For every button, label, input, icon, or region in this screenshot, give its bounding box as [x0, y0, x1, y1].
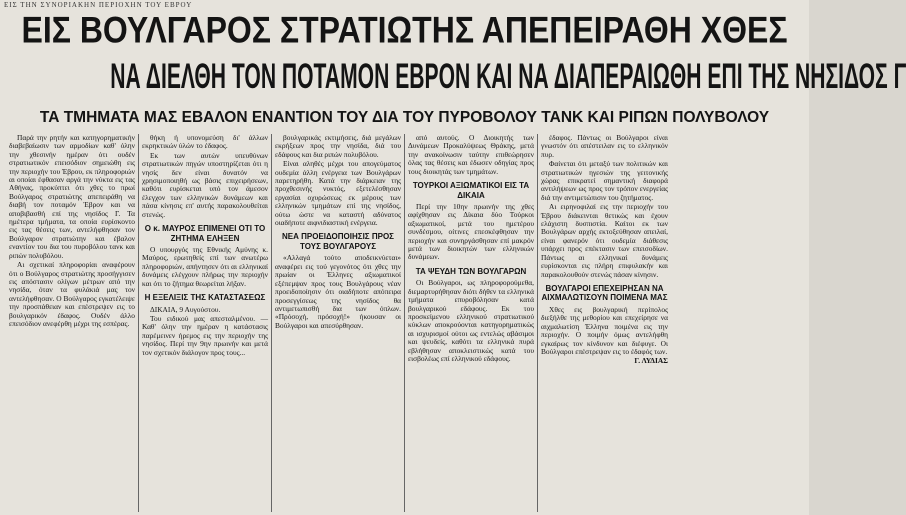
article-columns — [6, 134, 806, 512]
headline-line-1: ΕΙΣ ΒΟΥΛΓΑΡΟΣ ΣΤΡΑΤΙΩΤΗΣ ΑΠΕΠΕΙΡΑΘΗ ΧΘΕΣ — [21, 9, 788, 51]
paragraph: Είναι αληθές μέχρι του απογεύματος ουδεμία άλλη ενέργεια των Βουλγάρων παρετηρήθη. Κατά την διάρκειαν της προχθεσινής νυκτός, εξετελέσθησαν εργασίαι οχυρώσεως εκ μέρους των ελληνικών τμημάτων επί της νησίδος, ούτω ώστε να καταστή αδύνατος οιαδήποτε αιφνιδιαστική ενέργεια. — [275, 159, 401, 228]
paragraph: Περί την 10ην πρωινήν της χθες αφίχθησαν εις Δίκαια δύο Τούρκοι αξιωματικοί, μετά του ημετέρου συνδέσμου, οίτινες επεσκέφθησαν την περιοχήν και συνηργάσθησαν επί μακρόν μετά των διοικητών των ελληνικών δυνάμεων. — [408, 202, 534, 262]
column-5 — [538, 134, 671, 512]
paragraph: «Αλλαγά τούτο αποδεικνύεται» αναφέρει εις τού γεγονότος ότι χθες την πρωίαν οι Έλληνες αξιωματικοί εξέπεμψαν προς τους Βουλγάρους νέαν προειδοποίησιν ότι οιαδήποτε απόπειρα προσεγγίσεως της νησίδος θα αντιμετωπισθή δια των όπλων. «Πρόσοχή, πρόσοχή!» ήκουσαν οι Βούλγαροι και απεσύρθησαν. — [275, 253, 401, 330]
paragraph: Αι ειρηνοφιλαί εις την περιοχήν του Έβρου διάκεινται θετικώς και έχουν ελάχιστη δυσπιστία. Καίτοι εκ των Βουλγάρων αρχής εκτοξεύθησαν απειλαί, είναι φανερόν ότι ουδεμία διάθεσις υπάρχει προς επέκτασιν των επεισοδίων. Πάντως αι ελληνικαί δυνάμεις ευρίσκονται εις πλήρη επιφυλακήν και παρακολουθούν στενώς πάσαν κίνησιν. — [541, 202, 668, 279]
section-heading: ΤΑ ΨΕΥΔΗ ΤΩΝ ΒΟΥΛΓΑΡΩΝ — [415, 266, 527, 276]
paragraph: Παρά την ρητήν και κατηγορηματικήν διαβεβαίωσιν των αρμοδίων καθ' όλην την χθεσινήν ημέραν ότι ουδέν στρατιωτικόν επεισόδιον σημειώθη εις την περιοχήν του Έβρου, εκ πληροφοριών αι οποίαι έφθασαν αργά την νύκτα εις τας Αθήνας, προκύπτει ότι χθες το πρωί Βούλγαρος στρατιώτης απεπειράθη να διαβή τον ποταμόν Έβρον και να αποβιβασθή επί της νησίδος Γ. Τα ημέτερα τμήματα, τα οποία ευρίσκοντο εις τας θέσεις των, αντελήφθησαν τον Βούλγαρον στρατιώτην και έβαλον εναντίον του δια του πυροβόλου τανκ και ριπών πολυβόλου. — [9, 133, 135, 260]
column-4 — [405, 134, 538, 512]
paragraph: Εκ των αυτών υπευθύνων στρατιωτικών πηγών υποστηρίζεται ότι η νησίς δεν είναι δυνατόν να χρησιμοποιηθή ως βάσις επιχειρήσεων, καθότι ευρίσκεται υπό τον άμεσον έλεγχον των ελληνικών δυνάμεων και πάσα κίνησις επ' αυτής παρακολουθείται στενώς. — [142, 150, 268, 219]
paragraph: έδαφος. Πάντως οι Βούλγαροι είναι γνωστόν ότι απέστειλαν εις το ελληνικόν πυρ. — [541, 133, 668, 159]
column-1 — [6, 134, 139, 512]
paragraph: βουλγαρικάς εκτιμήσεις, διά μεγάλων εκρήξεων προς την νησίδα, διά του εδάφους και δια ριπών πολυβόλου. — [275, 133, 401, 159]
paragraph: Οι Βούλγαροι, ως πληροφορούμεθα, διεμαρτυρήθησαν διότι δήθεν τα ελληνικά τμήματα επυροβόλησαν κατά βουλγαρικού εδάφους. Εκ του προσκείμενου ελληνικού στρατιωτικού κύκλων αποκρούονται κατηγορηματικώς αι ισχυρισμοί ούτοι ως εντελώς αβάσιμοι και ψευδείς, καθότι τα ελληνικά πυρά εβλήθησαν αποκλειστικώς κατά του εισβολέως επί ελληνικού εδάφους. — [408, 278, 534, 364]
section-heading: ΤΟΥΡΚΟΙ ΑΞΙΩΜΑΤΙΚΟΙ ΕΙΣ ΤΑ ΔΙΚΑΙΑ — [412, 181, 530, 200]
section-heading: Ο κ. ΜΑΥΡΟΣ ΕΠΙΜΕΝΕΙ ΟΤΙ ΤΟ ΖΗΤΗΜΑ ΕΛΗΞΕΝ — [144, 224, 266, 243]
section-heading: Η ΕΞΕΛΙΞΙΣ ΤΗΣ ΚΑΤΑΣΤΑΣΕΩΣ — [144, 293, 266, 303]
dateline: ΔΙΚΑΙΑ, 9 Αυγούστου. — [150, 304, 221, 314]
subheadline: ΤΑ ΤΜΗΜΑΤΑ ΜΑΣ ΕΒΑΛΟΝ ΕΝΑΝΤΙΟΝ ΤΟΥ ΔΙΑ ΤΟΥ ΠΥΡΟΒΟΛΟΥ ΤΑΝΚ ΚΑΙ ΡΙΠΩΝ ΠΟΛΥΒΟΛΟΥ — [39, 109, 770, 126]
paragraph: από αυτούς. Ο Διοικητής των Δυνάμεων Προκαλύψεως Θράκης, μετά την ανακοίνωσιν ταύτην επιθεώρησεν όλας τας θέσεις και έδωσεν οδηγίας προς τους διοικητάς των τμημάτων. — [408, 133, 534, 176]
masthead-strip: ΕΙΣ ΤΗΝ ΣΥΝΟΡΙΑΚΗΝ ΠΕΡΙΟΧΗΝ ΤΟΥ ΕΒΡΟΥ — [4, 1, 193, 9]
paragraph: Φαίνεται ότι μεταξύ των πολιτικών και στρατιωτικών ηγεσιών της γειτονικής χώρας επικρατεί σημαντική διαφορά αντιλήψεων ως προς τον τρόπον ενεργείας διά την αντιμετώπισιν του ζητήματος. — [541, 159, 668, 202]
section-heading: ΝΕΑ ΠΡΟΕΙΔΟΠΟΙΗΣΙΣ ΠΡΟΣ ΤΟΥΣ ΒΟΥΛΓΑΡΟΥΣ — [282, 232, 394, 251]
section-heading: ΒΟΥΛΓΑΡΟΙ ΕΠΕΧΕΙΡΗΣΑΝ ΝΑ ΑΙΧΜΑΛΩΤΙΣΟΥΝ ΠΟΙΜΕΝΑ ΜΑΣ — [541, 283, 668, 303]
headline-line-2: ΝΑ ΔΙΕΛΘΗ ΤΟΝ ΠΟΤΑΜΟΝ ΕΒΡΟΝ ΚΑΙ ΝΑ ΔΙΑΠΕΡΑΙΩΘΗ ΕΠΙ ΤΗΣ ΝΗΣΙΔΟΣ Γ — [110, 57, 906, 97]
paragraph: Αι σχετικαί πληροφορίαι αναφέρουν ότι ο Βούλγαρος στρατιώτης προσήγγισεν εις απόστασιν ολίγων μέτρων από την νησίδα, όταν τα φυλάκιά μας τον αντελήφθησαν. Ο Βούλγαρος εγκατέλειψε την προσπάθειαν και επέστρεψεν εις το βουλγαρικόν έδαφος. Ουδέν άλλο επεισόδιον ανεφέρθη μέχρι της εσπέρας. — [9, 260, 135, 328]
paragraph: Ο υπουργός της Εθνικής Αμύνης κ. Μαύρος, ερωτηθείς επί των ανωτέρω πληροφοριών, απήντησεν ότι αι ελληνικαί δυνάμεις ελέγχουν πλήρως την περιοχήν και ότι το ζήτημα θεωρείται λήξαν. — [142, 245, 268, 288]
author-signature: Γ. ΛΥΔΙΑΣ — [634, 356, 668, 366]
paragraph: θήκη ή υπονομεύση δι' άλλων εκρηκτικών ύλών το έδαφος. — [142, 133, 268, 151]
column-3 — [272, 134, 405, 512]
column-2 — [139, 134, 272, 512]
paragraph: Χθες εις βουλγαρική περίπολος διεξήλθε της μεθορίου και επεχείρησε να αιχμαλωτίση Έλληνα ποιμένα εις την περιοχήν. Ο ποιμήν όμως αντελήφθη εγκαίρως τον κίνδυνον και διέφυγε. Οι Βούλγαροι επέστρεψαν εις το έδαφός των. — [541, 304, 668, 356]
paragraph: Του ειδικού μας απεσταλμένου. — Καθ' όλην την ημέραν η κατάστασις παρέμεινεν ήρεμος εις την περιοχήν της νησίδος. Περί την 9ην πρωινήν και μετά τον σχετικόν διάλογον προς τους... — [142, 314, 268, 357]
